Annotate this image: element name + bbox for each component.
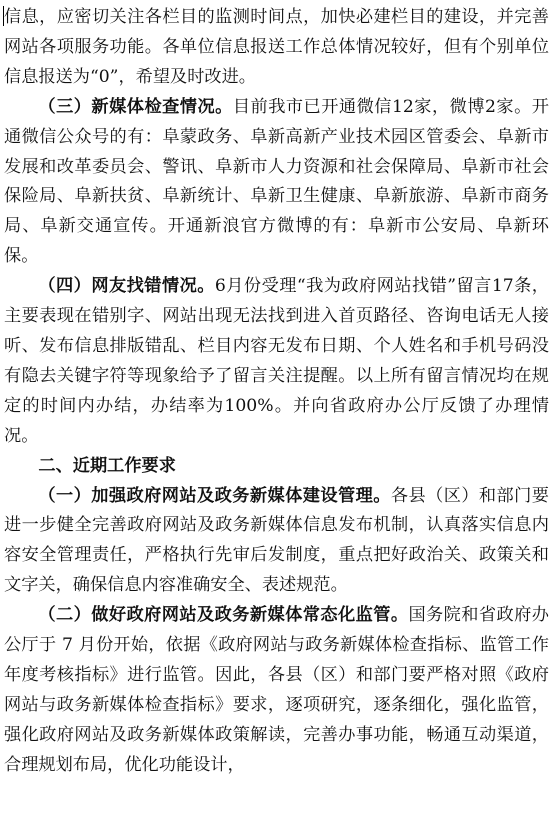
- paragraph-text: 信息，应密切关注各栏目的监测时间点，加快必建栏目的建设，并完善网站各项服务功能。各单位信息报送工作总体情况较好，但有个别单位信息报送为“0”，希望及时改进。: [4, 7, 549, 87]
- paragraph-normalized-supervision: [4, 601, 549, 780]
- section-lead-netizen-errors: （四）网友找错情况。: [38, 276, 215, 297]
- section-heading-recent-requirements: 二、近期工作要求: [38, 455, 176, 476]
- paragraph-strengthen-management: [4, 482, 549, 602]
- section-lead-normalized-supervision: （二）做好政府网站及政务新媒体常态化监管。: [38, 605, 409, 626]
- paragraph-new-media-inspection: [4, 93, 549, 272]
- paragraph-text: 6月份受理“我为政府网站找错”留言17条，主要表现在错别字、网站出现无法找到进入首页路径、咨询电话无人接听、发布信息排版错乱、栏目内容无发布日期、个人姓名和手机号码没有隐去关键字符等现象给予了留言关注提醒。以上所有留言情况均在规定的时间内办结，办结率为100%。并向省政府办公厅反馈了办理情况。: [4, 276, 549, 446]
- text-cursor: [3, 6, 4, 26]
- paragraph-text: 各县（区）和部门要进一步健全完善政府网站及政务新媒体信息发布机制，认真落实信息内容安全管理责任，严格执行先审后发制度，重点把好政治关、政策关和文字关，确保信息内容准确安全、表述规范。: [4, 485, 549, 596]
- section-lead-new-media: （三）新媒体检查情况。: [38, 96, 233, 117]
- paragraph-netizen-error-reports: [4, 272, 549, 451]
- paragraph-text: 国务院和省政府办公厅于 7 月份开始，依据《政府网站与政务新媒体检查指标、监管工作年度考核指标》进行监管。因此，各县（区）和部门要严格对照《政府网站与政务新媒体检查指标》要求，逐项研究，逐条细化，强化监管，强化政府网站及政务新媒体政策解读，完善办事功能，畅通互动渠道，合理规划布局，优化功能设计，: [4, 605, 549, 775]
- paragraph-continuation: [4, 3, 549, 93]
- paragraph-text: 目前我市已开通微信12家，微博2家。开通微信公众号的有：阜蒙政务、阜新高新产业技术园区管委会、阜新市发展和改革委员会、警讯、阜新市人力资源和社会保障局、阜新市社会保险局、阜新扶贫、阜新统计、阜新卫生健康、阜新旅游、阜新市商务局、阜新交通宣传。开通新浪官方微博的有：阜新市公安局、阜新环保。: [4, 96, 549, 267]
- section-lead-strengthen-management: （一）加强政府网站及政务新媒体建设管理。: [38, 485, 391, 506]
